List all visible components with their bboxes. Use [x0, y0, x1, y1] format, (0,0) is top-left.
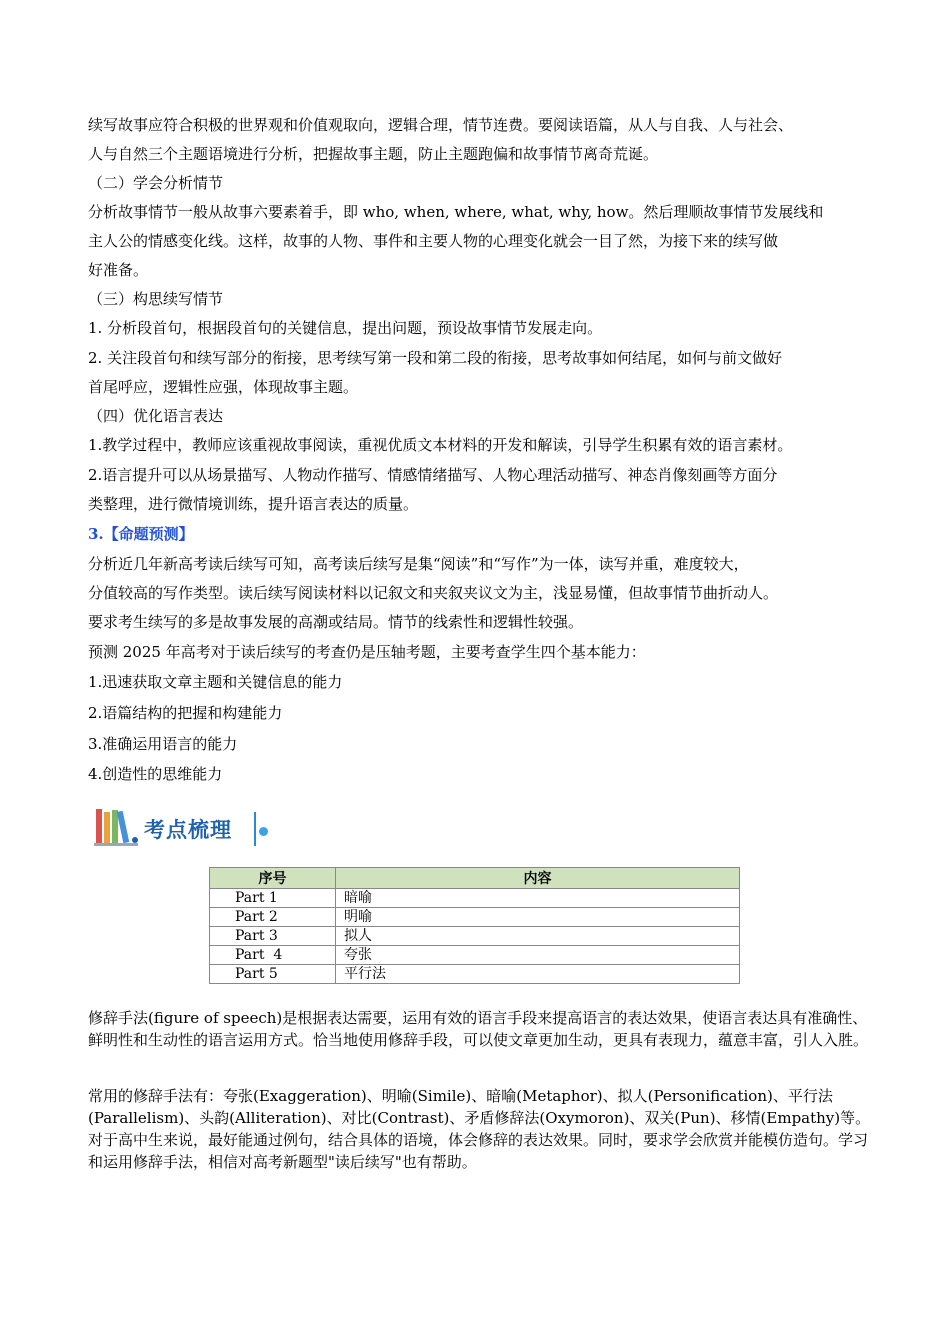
section-heading: （三）构思续写情节	[88, 290, 224, 308]
text-line: 分析近几年新高考读后续写可知，高考读后续写是集“阅读”和“写作”为一体，读写并重，难度较大，	[88, 555, 749, 573]
text-line: 要求考生续写的多是故事发展的高潮或结局。情节的线索性和逻辑性较强。	[88, 613, 584, 631]
section-heading: （四）优化语言表达	[88, 407, 224, 425]
text-line: 1. 分析段首句，根据段首句的关键信息，提出问题，预设故事情节发展走向。	[88, 319, 603, 337]
banner-title: 考点梳理	[144, 818, 232, 842]
table-cell: 夸张	[336, 946, 740, 965]
text-line: 类整理，进行微情境训练，提升语言表达的质量。	[88, 495, 419, 513]
table-cell: 拟人	[336, 927, 740, 946]
column-header: 内容	[336, 868, 740, 889]
text-line: 分析故事情节一般从故事六要素着手，即 who, when, where, what, why, how。然后理顺故事情节发展线和	[88, 203, 824, 221]
text-line: 分值较高的写作类型。读后续写阅读材料以记叙文和夹叙夹议文为主，浅显易懂，但故事情节曲折动人。	[88, 584, 779, 602]
table-cell: Part 2	[210, 908, 336, 927]
table-row	[210, 908, 740, 927]
table-cell: Part 3	[210, 927, 336, 946]
table-row	[210, 927, 740, 946]
table-cell: 暗喻	[336, 889, 740, 908]
paragraph: 修辞手法(figure of speech)是根据表达需要，运用有效的语言手段来提高语言的表达效果，使语言表达具有准确性、鲜明性和生动性的语言运用方式。恰当地使用修辞手段，可以使文章更加生动，更具有表现力，蕴意丰富，引人入胜。	[88, 1009, 869, 1049]
list-item: 1.迅速获取文章主题和关键信息的能力	[88, 673, 343, 691]
text-line: 首尾呼应，逻辑性应强，体现故事主题。	[88, 378, 359, 396]
prediction-heading: 3.【命题预测】	[88, 525, 194, 543]
text-line: 续写故事应符合积极的世界观和价值观取向，逻辑合理，情节连费。要阅读语篇，从人与自我、人与社会、	[88, 116, 794, 134]
table-header-row	[210, 868, 740, 889]
banner-divider	[254, 812, 256, 846]
table-cell: 平行法	[336, 965, 740, 984]
table-cell: Part 5	[210, 965, 336, 984]
banner-dot-icon	[259, 827, 268, 836]
books-icon	[94, 807, 140, 847]
text-line: 好准备。	[88, 261, 149, 279]
text-line: 1.教学过程中，教师应该重视故事阅读，重视优质文本材料的开发和解读，引导学生积累有效的语言素材。	[88, 436, 793, 454]
table-row	[210, 965, 740, 984]
column-header: 序号	[210, 868, 336, 889]
text-line: 预测 2025 年高考对于读后续写的考查仍是压轴考题，主要考查学生四个基本能力：	[88, 643, 646, 661]
text-line: 人与自然三个主题语境进行分析，把握故事主题，防止主题跑偏和故事情节离奇荒诞。	[88, 145, 659, 163]
text-line: 主人公的情感变化线。这样，故事的人物、事件和主要人物的心理变化就会一目了然，为接下来的续写做	[88, 232, 779, 250]
paragraph: 常用的修辞手法有：夸张(Exaggeration)、明喻(Simile)、暗喻(Metaphor)、拟人(Personification)、平行法(Parallelism)、头韵(Alliteration)、对比(Contrast)、矛盾修辞法(Oxymoron)、双关(Pun)、移情(Empathy)等。对于高中生来说，最好能通过例句，结合具体的语境，体会修辞的表达效果。同时，要求学会欣赏并能模仿造句。学习和运用修辞手法，相信对高考新题型"读后续写"也有帮助。	[88, 1087, 871, 1171]
table-cell: Part 4	[210, 946, 336, 965]
table-row	[210, 889, 740, 908]
section-heading: （二）学会分析情节	[88, 174, 224, 192]
section-banner	[94, 804, 274, 850]
text-line: 2.语言提升可以从场景描写、人物动作描写、情感情绪描写、人物心理活动描写、神态肖像刻画等方面分	[88, 466, 778, 484]
table-row	[210, 946, 740, 965]
table-cell: 明喻	[336, 908, 740, 927]
list-item: 3.准确运用语言的能力	[88, 735, 238, 753]
rhetoric-table	[209, 867, 740, 984]
table-cell: Part 1	[210, 889, 336, 908]
list-item: 4.创造性的思维能力	[88, 765, 223, 783]
text-line: 2. 关注段首句和续写部分的衔接，思考续写第一段和第二段的衔接，思考故事如何结尾，如何与前文做好	[88, 349, 783, 367]
list-item: 2.语篇结构的把握和构建能力	[88, 704, 283, 722]
